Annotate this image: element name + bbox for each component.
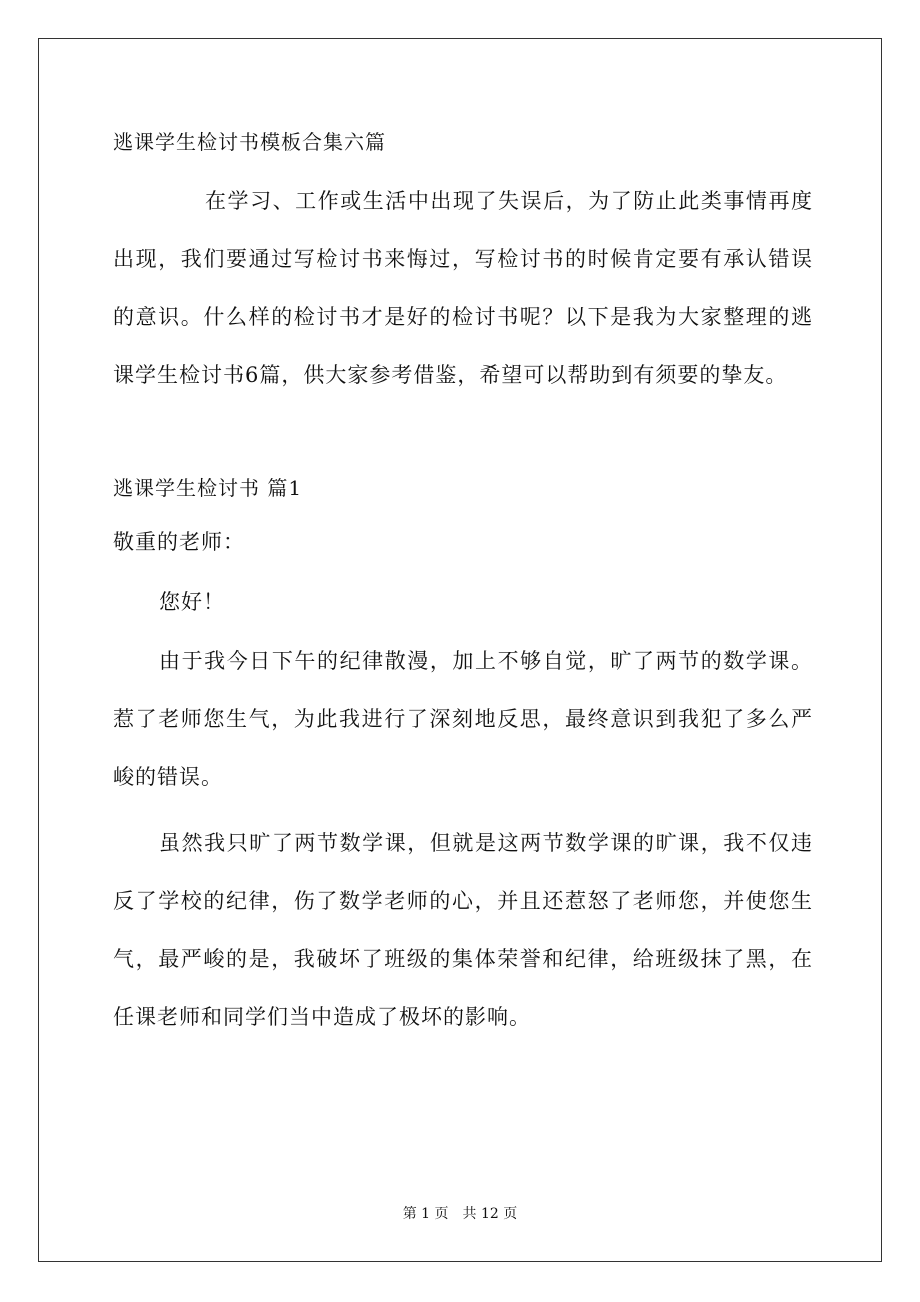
intro-paragraph: 在学习、工作或生活中出现了失误后，为了防止此类事情再度出现，我们要通过写检讨书来悔过，写检讨书的时候肯定要有承认错误的意识。什么样的检讨书才是好的检讨书呢？以下是我为大家整理的逃课学生检讨书6篇，供大家参考借鉴，希望可以帮助到有须要的挚友。 <box>113 189 813 387</box>
document-title: 逃课学生检讨书模板合集六篇 <box>113 130 386 154</box>
greeting: 您好！ <box>159 590 225 614</box>
body-paragraph-1: 由于我今日下午的纪律散漫，加上不够自觉，旷了两节的数学课。惹了老师您生气，为此我进行了深刻地反思，最终意识到我犯了多么严峻的错误。 <box>113 649 813 789</box>
section-heading: 逃课学生检讨书 篇1 <box>113 476 303 500</box>
body-paragraph-2: 虽然我只旷了两节数学课，但就是这两节数学课的旷课，我不仅违反了学校的纪律，伤了数学老师的心，并且还惹怒了老师您，并使您生气，最严峻的是，我破坏了班级的集体荣誉和纪律，给班级抹了黑，在任课老师和同学们当中造成了极坏的影响。 <box>113 831 813 1029</box>
page-footer: 第 1 页 共 12 页 <box>402 1206 518 1222</box>
salutation: 敬重的老师： <box>113 530 245 554</box>
document-body <box>113 120 813 1046</box>
